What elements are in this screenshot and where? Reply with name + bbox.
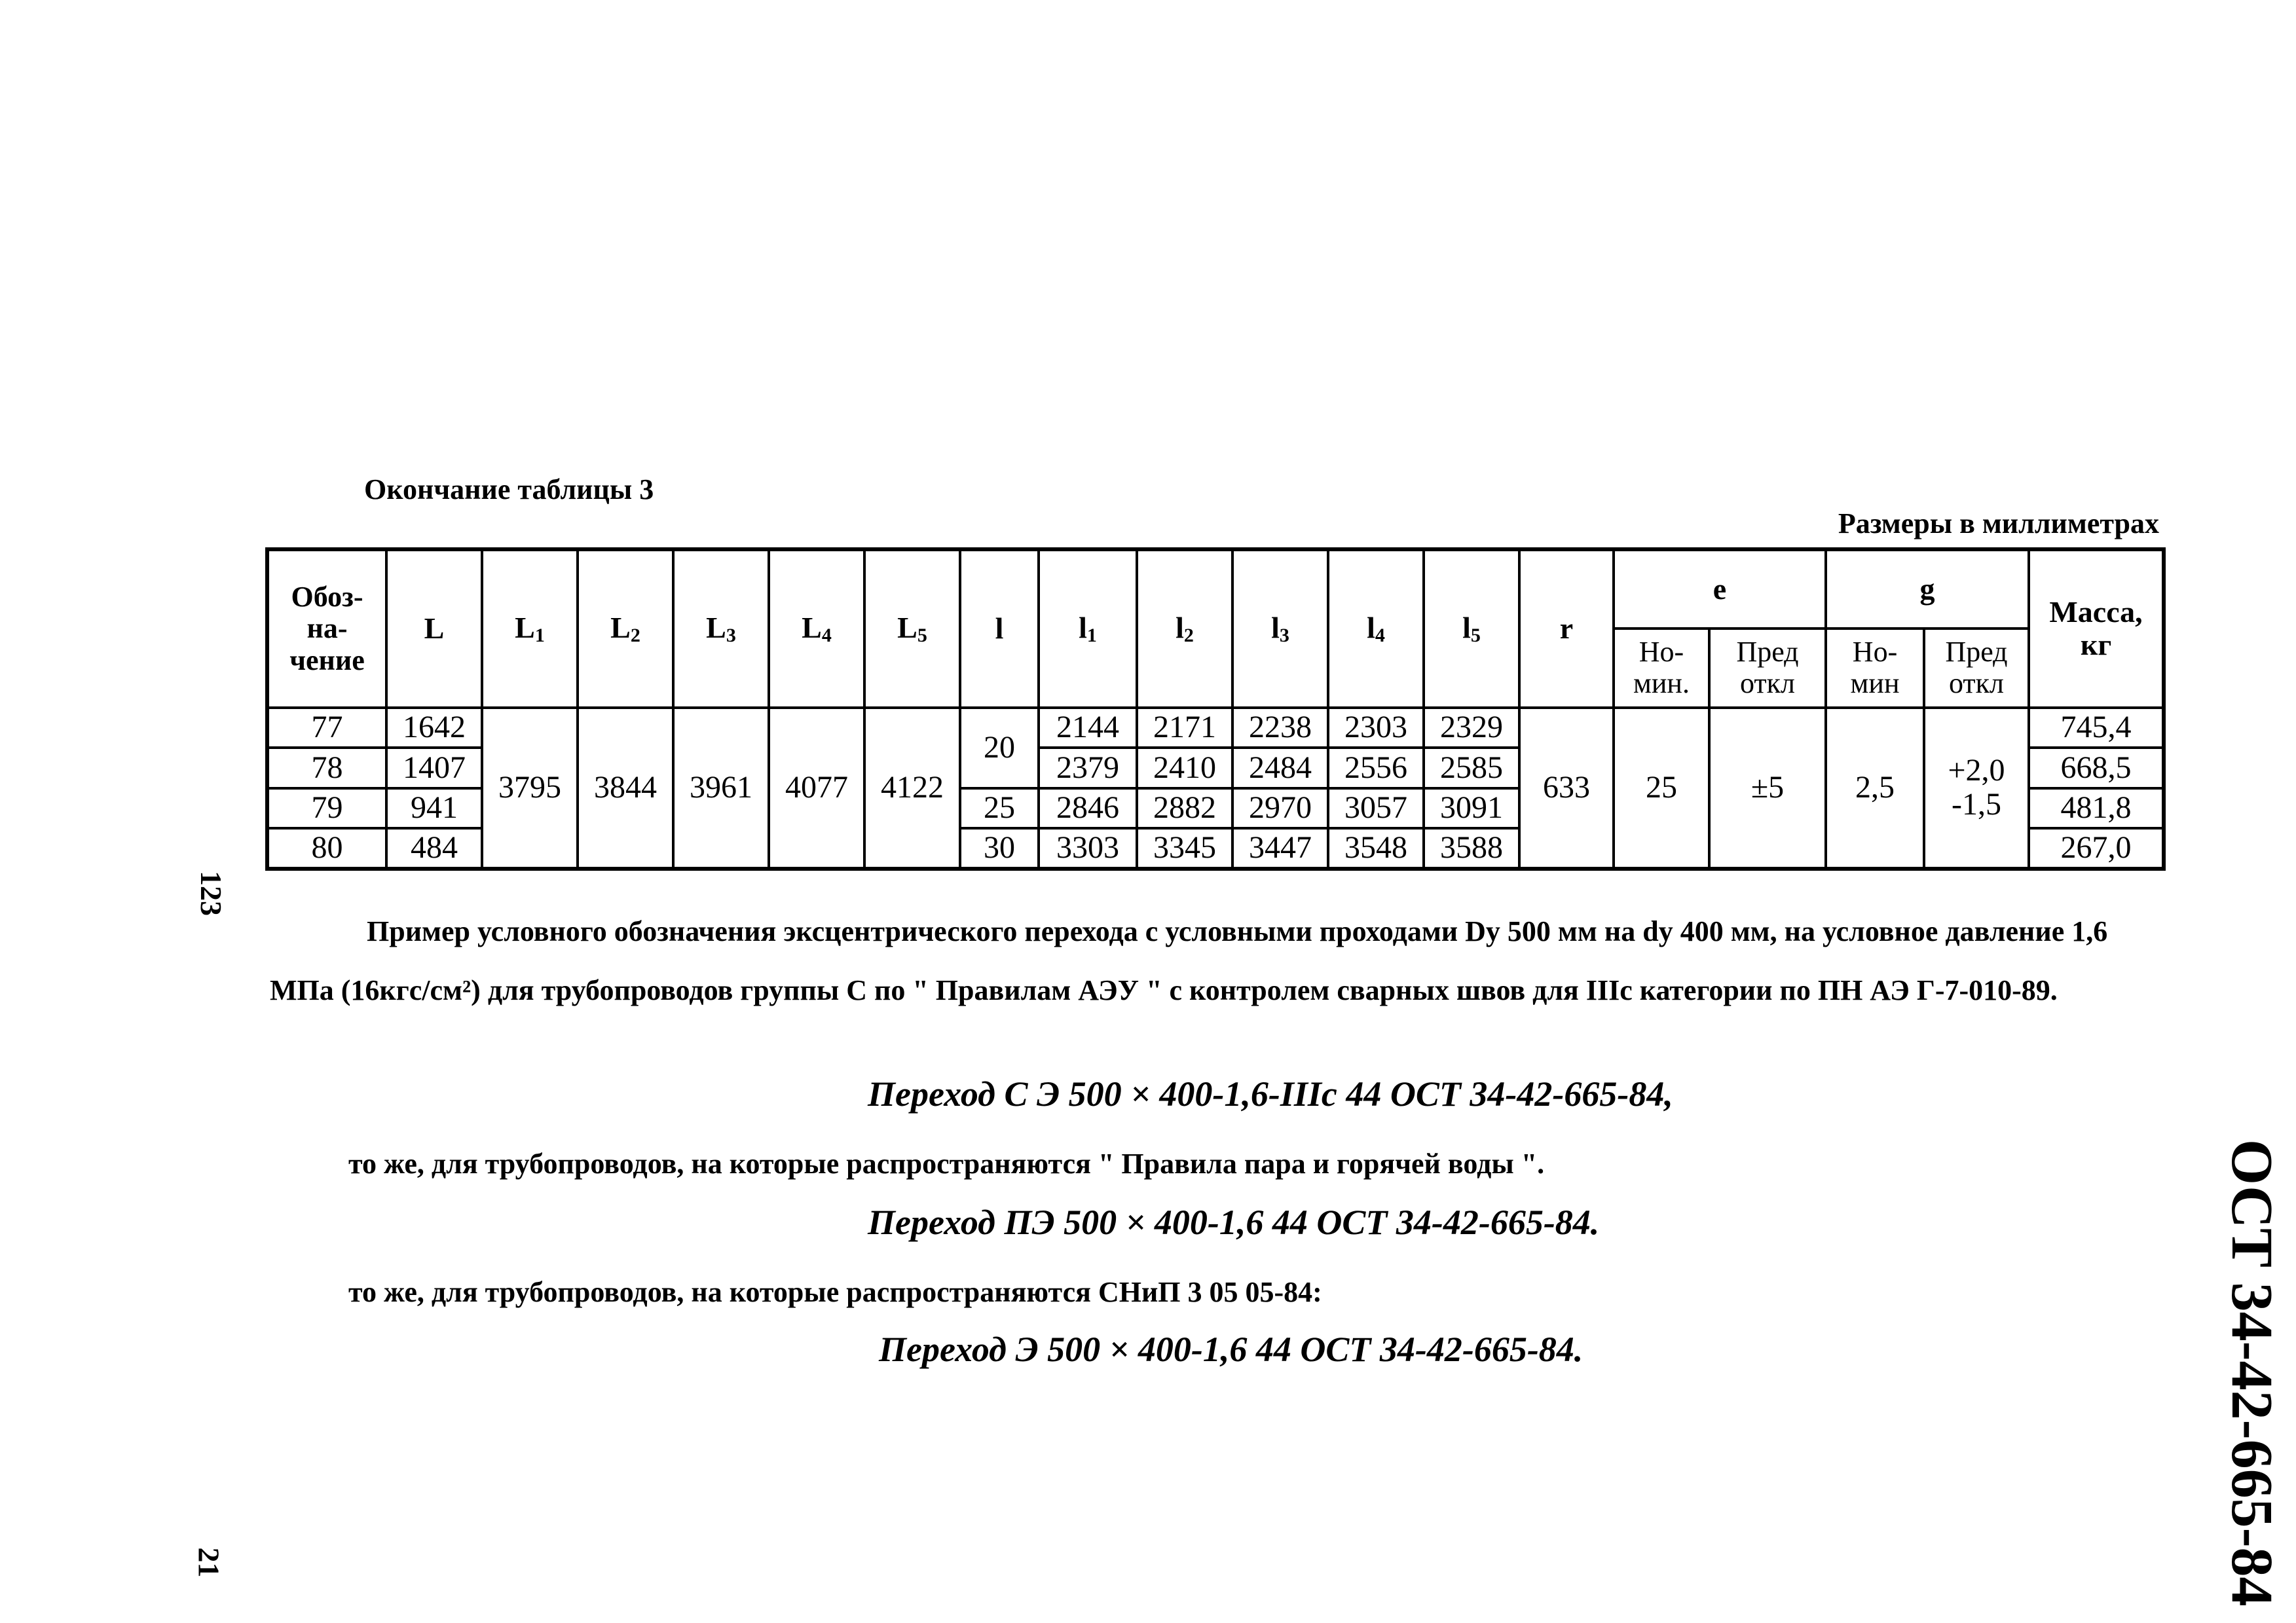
g-deviation-minus: -1,5 (1952, 787, 2001, 822)
header-L5 (864, 549, 960, 708)
header-L4-sub: 4 (821, 624, 832, 646)
cell-l5: 2329 (1424, 708, 1519, 748)
cell-l2: 2171 (1137, 708, 1232, 748)
cell-L4: 4077 (769, 708, 864, 869)
cell-l4: 2556 (1328, 748, 1424, 788)
header-L3-sub: 3 (726, 624, 736, 646)
header-L1-sub: 1 (534, 624, 545, 646)
header-l3 (1232, 549, 1328, 708)
page-number-top: 123 (194, 871, 228, 916)
header-l2-text: l (1176, 610, 1184, 644)
cell-L1: 3795 (482, 708, 578, 869)
header-e: e (1614, 549, 1826, 629)
header-L2 (578, 549, 673, 708)
cell-designation: 80 (267, 828, 386, 869)
header-l5 (1424, 549, 1519, 708)
cell-l3: 3447 (1232, 828, 1328, 869)
header-g: g (1826, 549, 2029, 629)
cell-mass: 481,8 (2029, 788, 2164, 829)
header-L-text: L (424, 611, 445, 646)
designation-example-1: Переход С Э 500 × 400-1,6-IIIс 44 ОСТ 34-42-665-84, (868, 1074, 1673, 1114)
cell-l5: 3588 (1424, 828, 1519, 869)
header-l5-text: l (1462, 610, 1471, 644)
cell-l1: 3303 (1039, 828, 1137, 869)
header-l1-text: l (1079, 610, 1087, 644)
cell-l4: 2303 (1328, 708, 1424, 748)
header-e-deviation: Пред откл (1709, 629, 1826, 708)
g-deviation-plus: +2,0 (1948, 752, 2005, 788)
cell-l-20: 20 (960, 708, 1039, 788)
header-l: l (960, 549, 1039, 708)
header-l3-text: l (1271, 610, 1280, 644)
header-L (386, 549, 482, 708)
cell-L3: 3961 (673, 708, 769, 869)
example-paragraph: Пример условного обозначения эксцентрического перехода с условными проходами Dy 500 мм на dy 400 мм, на условное давление 1,6 МПа (16кгс/см²) для трубопроводов группы С по " Правилам АЭУ " с контролем сварных швов для IIIс категории по ПН АЭ Г-7-010-89. (270, 915, 2108, 1006)
header-L1 (482, 549, 578, 708)
cell-r: 633 (1519, 708, 1614, 869)
cell-l1: 2144 (1039, 708, 1137, 748)
designation-example-2: Переход ПЭ 500 × 400-1,6 44 ОСТ 34-42-665-84. (868, 1203, 1600, 1242)
header-L2-text: L (610, 610, 631, 644)
table-caption: Окончание таблицы 3 (364, 473, 654, 505)
header-L4 (769, 549, 864, 708)
header-L2-sub: 2 (630, 624, 640, 646)
cell-L: 941 (386, 788, 482, 829)
cell-L: 1407 (386, 748, 482, 788)
cell-l3: 2484 (1232, 748, 1328, 788)
header-l1 (1039, 549, 1137, 708)
header-L1-text: L (515, 610, 535, 644)
cell-g-nominal: 2,5 (1826, 708, 1924, 869)
header-L3 (673, 549, 769, 708)
table-row (267, 708, 2164, 748)
cell-l1: 2846 (1039, 788, 1137, 829)
note-line-2: то же, для трубопроводов, на которые распространяются " Правила пара и горячей воды ". (348, 1148, 1545, 1180)
cell-mass: 745,4 (2029, 708, 2164, 748)
cell-L5: 4122 (864, 708, 960, 869)
cell-L2: 3844 (578, 708, 673, 869)
units-note: Размеры в миллиметрах (1838, 507, 2159, 539)
cell-l2: 2882 (1137, 788, 1232, 829)
header-L5-sub: 5 (917, 624, 927, 646)
header-designation: Обоз- на- чение (267, 549, 386, 708)
cell-l5: 3091 (1424, 788, 1519, 829)
header-r: r (1519, 549, 1614, 708)
header-L5-text: L (897, 610, 917, 644)
note-line-3: то же, для трубопроводов, на которые распространяются СНиП 3 05 05-84: (348, 1276, 1322, 1308)
cell-designation: 77 (267, 708, 386, 748)
designation-example-3: Переход Э 500 × 400-1,6 44 ОСТ 34-42-665-84. (879, 1330, 1583, 1369)
cell-l-25: 25 (960, 788, 1039, 829)
header-g-nominal: Но- мин (1826, 629, 1924, 708)
cell-mass: 668,5 (2029, 748, 2164, 788)
cell-l4: 3057 (1328, 788, 1424, 829)
cell-g-deviation (1924, 708, 2029, 869)
cell-l2: 3345 (1137, 828, 1232, 869)
header-l2 (1137, 549, 1232, 708)
cell-l4: 3548 (1328, 828, 1424, 869)
cell-l5: 2585 (1424, 748, 1519, 788)
header-l4-sub: 4 (1375, 624, 1385, 646)
cell-l3: 2970 (1232, 788, 1328, 829)
header-l4-text: l (1367, 610, 1375, 644)
standard-code: ОСТ 34-42-665-84 (2219, 1139, 2284, 1607)
dimensions-table (265, 547, 2166, 871)
cell-l2: 2410 (1137, 748, 1232, 788)
header-L3-text: L (706, 610, 726, 644)
cell-e-nominal: 25 (1614, 708, 1709, 869)
header-g-deviation: Пред откл (1924, 629, 2029, 708)
header-l4 (1328, 549, 1424, 708)
cell-designation: 79 (267, 788, 386, 829)
cell-L: 484 (386, 828, 482, 869)
header-l3-sub: 3 (1279, 624, 1289, 646)
cell-mass: 267,0 (2029, 828, 2164, 869)
header-L4-text: L (802, 610, 822, 644)
header-mass: Масса, кг (2029, 549, 2164, 708)
page-number-bottom: 21 (192, 1547, 226, 1578)
header-l5-sub: 5 (1470, 624, 1481, 646)
cell-l3: 2238 (1232, 708, 1328, 748)
header-l1-sub: 1 (1086, 624, 1097, 646)
header-e-nominal: Но- мин. (1614, 629, 1709, 708)
cell-L: 1642 (386, 708, 482, 748)
cell-l1: 2379 (1039, 748, 1137, 788)
cell-e-deviation: ±5 (1709, 708, 1826, 869)
cell-designation: 78 (267, 748, 386, 788)
header-l2-sub: 2 (1183, 624, 1194, 646)
cell-l-30: 30 (960, 828, 1039, 869)
